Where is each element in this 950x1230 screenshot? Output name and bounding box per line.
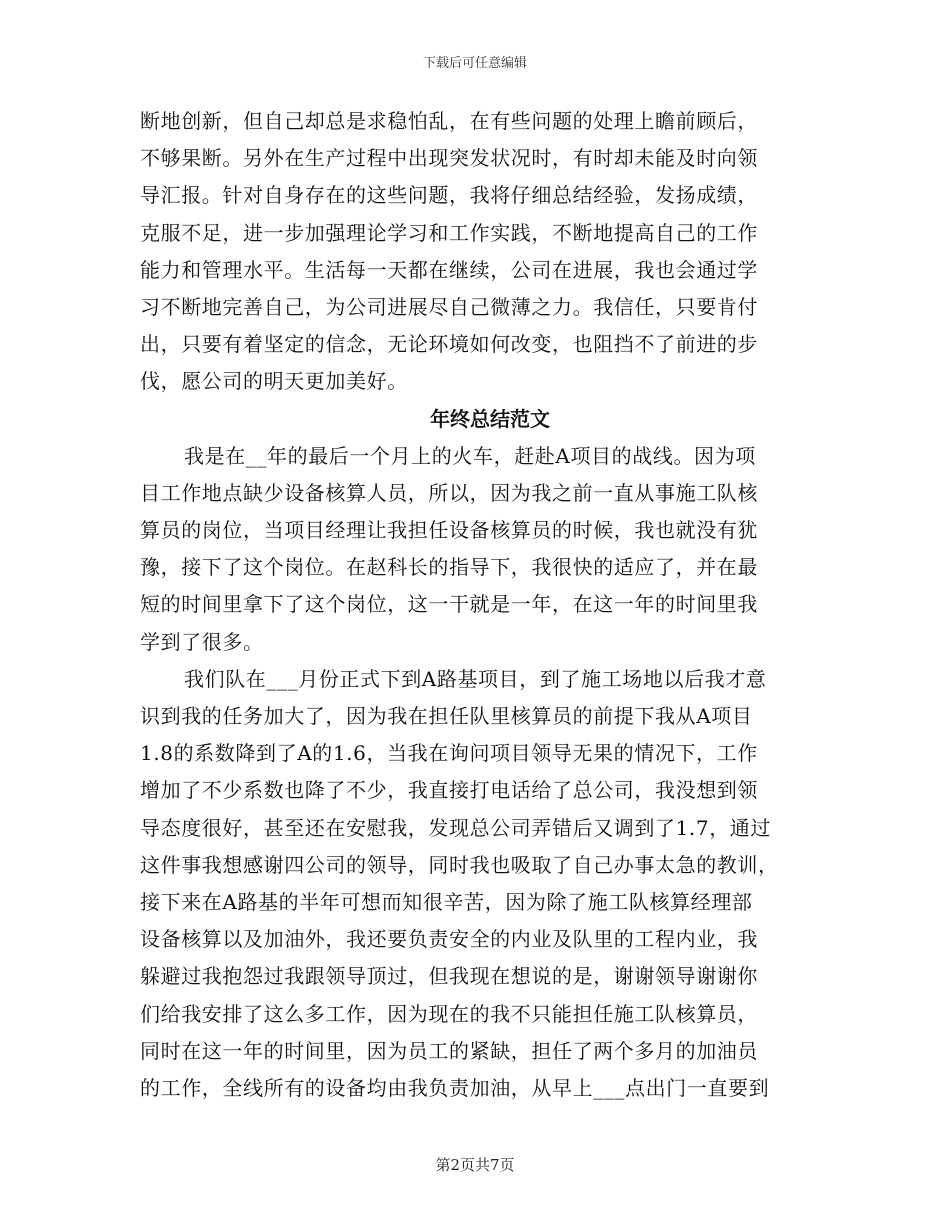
paragraph <box>140 438 820 661</box>
text-line: 学到了很多。 <box>140 629 264 654</box>
text-line: 的工作，全线所有的设备均由我负责加油，从早上___点出门一直要到 <box>140 1075 770 1100</box>
text-line: 短的时间里拿下了这个岗位，这一干就是一年，在这一年的时间里我 <box>140 592 758 617</box>
text-line: 习不断地完善自己，为公司进展尽自己微薄之力。我信任，只要肯付 <box>140 294 758 319</box>
section-title: 年终总结范文 <box>430 406 550 431</box>
paragraph-continuation <box>140 103 820 401</box>
text-line: 增加了不少系数也降了不少，我直接打电话给了总公司，我没想到领 <box>140 778 758 803</box>
text-line: 接下来在A路基的半年可想而知很辛苦，因为除了施工队核算经理部 <box>140 889 753 914</box>
text-line: 躲避过我抱怨过我跟领导顶过，但我现在想说的是，谢谢领导谢谢你 <box>140 964 758 989</box>
text-line: 出，只要有着坚定的信念，无论环境如何改变，也阻挡不了前进的步 <box>140 332 758 357</box>
text-line: 导态度很好，甚至还在安慰我，发现总公司弄错后又调到了1.7，通过 <box>140 815 772 840</box>
text-line: 这件事我想感谢四公司的领导，同时我也吸取了自己办事太急的教训， <box>140 852 779 877</box>
text-line: 断地创新，但自己却总是求稳怕乱，在有些问题的处理上瞻前顾后， <box>140 109 758 133</box>
text-line: 能力和管理水平。生活每一天都在继续，公司在进展，我也会通过学 <box>140 257 758 282</box>
text-line: 豫，接下了这个岗位。在赵科长的指导下，我很快的适应了，并在最 <box>140 555 758 580</box>
paragraph <box>140 661 820 1107</box>
page-header-note: 下载后可任意编辑 <box>422 56 527 71</box>
text-line: 1.8的系数降到了A的1.6，当我在询问项目领导无果的情况下，工作 <box>140 741 758 766</box>
text-line: 同时在这一年的时间里，因为员工的紧缺，担任了两个多月的加油员 <box>140 1038 758 1063</box>
text-line: 算员的岗位，当项目经理让我担任设备核算员的时候，我也就没有犹 <box>140 518 758 543</box>
text-line: 我是在__年的最后一个月上的火车，赶赴A项目的战线。因为项 <box>184 443 756 468</box>
text-line: 目工作地点缺少设备核算人员，所以，因为我之前一直从事施工队核 <box>140 480 758 505</box>
text-line: 我们队在___月份正式下到A路基项目，到了施工场地以后我才意 <box>184 666 767 691</box>
text-line: 导汇报。针对自身存在的这些问题，我将仔细总结经验，发扬成绩， <box>140 183 758 208</box>
document-body <box>140 103 820 1107</box>
page-number: 第2页共7页 <box>435 1156 515 1174</box>
text-line: 不够果断。另外在生产过程中出现突发状况时，有时却未能及时向领 <box>140 146 758 171</box>
text-line: 伐，愿公司的明天更加美好。 <box>140 369 408 394</box>
text-line: 设备核算以及加油外，我还要负责安全的内业及队里的工程内业，我 <box>140 927 758 952</box>
text-line: 识到我的任务加大了，因为我在担任队里核算员的前提下我从A项目 <box>140 704 753 728</box>
text-line: 们给我安排了这么多工作，因为现在的我不只能担任施工队核算员， <box>140 1001 758 1026</box>
text-line: 克服不足，进一步加强理论学习和工作实践，不断地提高自己的工作 <box>140 220 758 245</box>
